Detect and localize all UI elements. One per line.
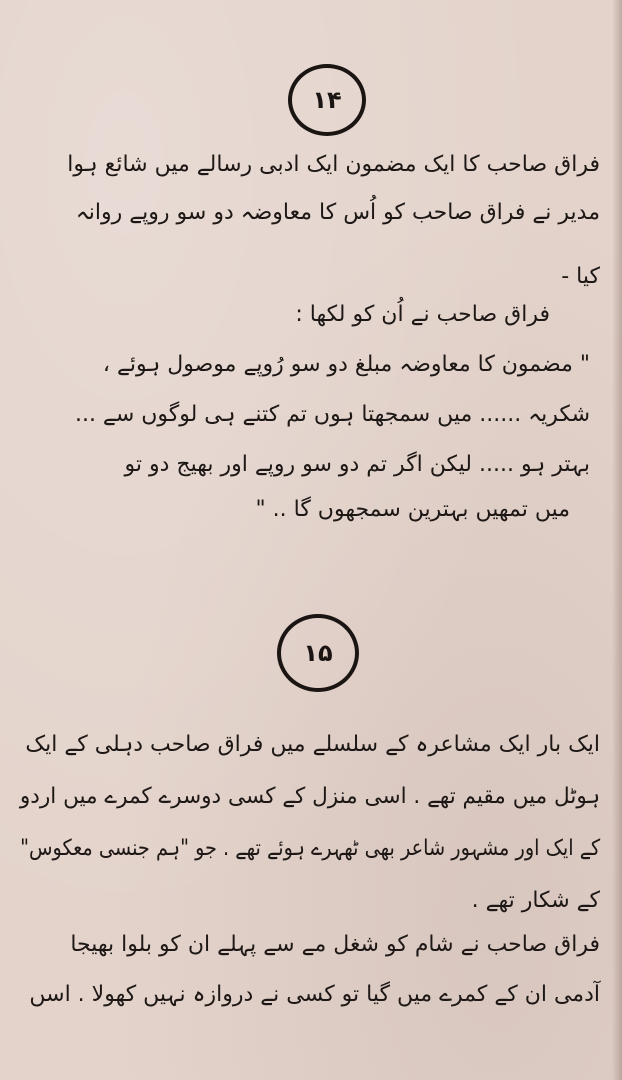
text-line: میں تمھیں بہترین سمجھوں گا .. " bbox=[255, 497, 570, 522]
section-14-paragraph-2 bbox=[30, 300, 590, 530]
text-line: فراق صاحب کا ایک مضمون ایک ادبی رسالے میں شائع ہوا bbox=[67, 152, 600, 177]
text-line: بہتر ہو ..... لیکن اگر تم دو سو روپے اور بھیج دو تو bbox=[124, 452, 590, 477]
text-line: ہوٹل میں مقیم تھے . اسی منزل کے کسی دوسرے کمرے میں اردو bbox=[19, 784, 600, 809]
text-line: مدیر نے فراق صاحب کو اُس کا معاوضہ دو سو روپے روانہ bbox=[75, 200, 600, 225]
text-line: " مضمون کا معاوضہ مبلغ دو سو رُوپے موصول ہوئے ، bbox=[102, 352, 590, 377]
text-line: آدمی ان کے کمرے میں گیا تو کسی نے دروازہ نہیں کھولا . اسں bbox=[29, 982, 600, 1007]
section-15-paragraph-2 bbox=[20, 930, 600, 1030]
section-number-text: ۱۵ bbox=[303, 639, 333, 667]
section-number-text: ۱۴ bbox=[312, 86, 342, 114]
text-line: فراق صاحب نے اُن کو لکھا : bbox=[295, 302, 550, 327]
text-line: کے ایک اور مشہور شاعر بھی ٹھہرے ہوئے تھے . جو "ہم جنسی معکوس" bbox=[19, 836, 600, 861]
text-line: شکریہ ...... میں سمجھتا ہوں تم کتنے ہی لوگوں سے ... bbox=[74, 402, 590, 427]
text-line: کیا - bbox=[561, 264, 600, 289]
section-number-14 bbox=[288, 64, 366, 136]
section-15-paragraph-1 bbox=[20, 730, 600, 930]
text-line: فراق صاحب نے شام کو شغل مے سے پہلے ان کو بلوا بھیجا bbox=[70, 932, 600, 957]
text-line: کے شکار تھے . bbox=[471, 888, 600, 913]
text-line: ایک بار ایک مشاعرہ کے سلسلے میں فراق صاحب دہلی کے ایک bbox=[25, 732, 600, 757]
section-14-paragraph-1 bbox=[30, 150, 600, 300]
page-edge-shadow bbox=[612, 0, 622, 1080]
section-number-15 bbox=[277, 614, 359, 692]
